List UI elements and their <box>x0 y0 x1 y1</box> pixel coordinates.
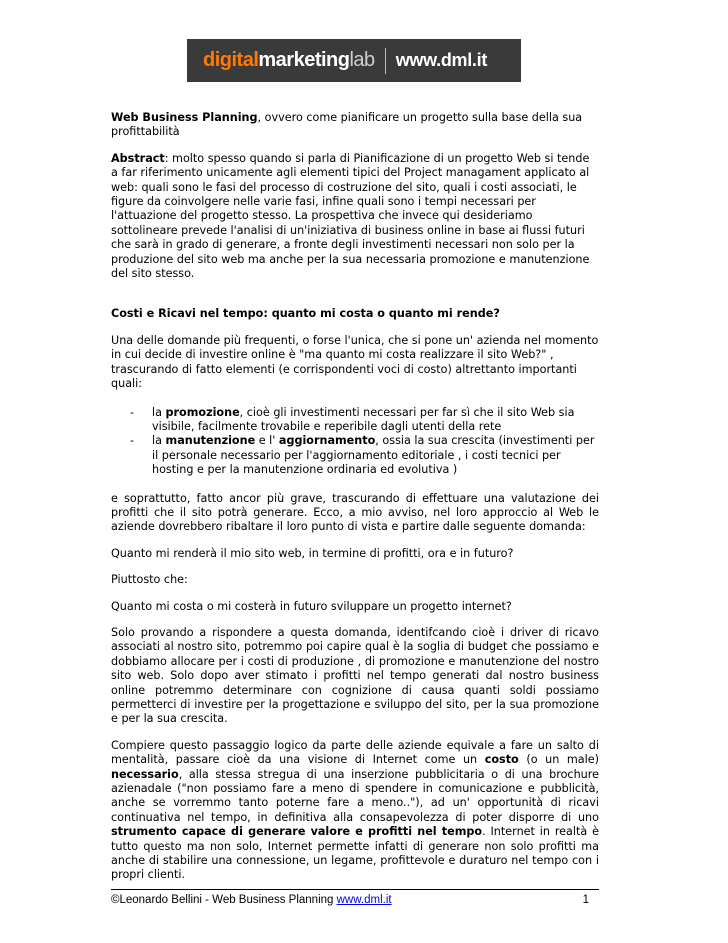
text-run: (o un male) <box>518 753 600 767</box>
question-profits: Quanto mi renderà il mio sito web, in termine di profitti, ora e in futuro? <box>111 546 514 560</box>
list-dash: - <box>130 405 135 419</box>
list-item-pre: la <box>152 405 166 419</box>
list-item-bold: aggiornamento <box>278 434 376 448</box>
paragraph-after-list: e soprattutto, fatto ancor più grave, trascurando di effettuare una valutazione dei profitti che il sito potrà generare. Ecco, a mio avviso, nel loro approccio al Web le aziende dovrebbero ribaltare il loro punto di vista e partire dalle seguente domanda: <box>111 491 599 534</box>
question-costs: Quanto mi costa o mi costerà in futuro sviluppare un progetto internet? <box>111 599 512 613</box>
list-item <box>111 406 599 435</box>
list-item-text: , cioè gli investimenti necessari per far sì che il sito Web sia visibile, facilmente trovabile e reperibile dagli utenti della rete <box>152 405 575 433</box>
logo-url: www.dml.it <box>395 50 488 70</box>
paragraph-rather: Piuttosto che: <box>111 573 188 587</box>
text-run: Compiere questo passaggio logico da parte delle aziende equivale a fare un salto di mentalità, passare cioè da una visione di Internet come un <box>111 738 599 767</box>
bold-run: strumento capace di generare valore e profitti nel tempo <box>111 825 483 839</box>
intro-paragraph: Una delle domande più frequenti, o forse l'unica, che si pone un' azienda nel momento in cui decide di investire online è "ma quanto mi costa realizzare il sito Web?" , trascurando di fatto elementi (e corrispondenti voci di costo) altrettanto importanti quali: <box>111 333 599 391</box>
list-item-pre: la <box>152 434 166 448</box>
bold-run: necessario <box>111 767 179 781</box>
paragraph-solo: Solo provando a rispondere a questa domanda, identifcando cioè i driver di ricavo associati al nostro sito, potremmo poi capire qual è la soglia di budget che possiamo e dobbiamo allocare per i costi di produzione , di promozione e manutenzione del nostro sito web. Solo dopo aver stimato i profitti nel tempo generati dal nostro business online potremmo determinare con cognizione di causa quanti soldi possiamo permetterci di investire per la progettazione e sviluppo del sito, per la sua promozione e per la sua crescita. <box>111 625 599 726</box>
list-item-bold: promozione <box>165 405 240 419</box>
document-body <box>111 111 599 883</box>
abstract-text: : molto spesso quando si parla di Pianificazione di un progetto Web si tende a far riferimento unicamente agli elementi tipici del Project managament applicato al web: quali sono le fasi del processo di costruzione del sito, quali i costi associati, le figure da coinvolgere nelle varie fasi, infine quali sono i tempi necessari per l'attuazione del progetto stesso. La prospettiva che invece qui desideriamo sottolineare prevede l'analisi di un'iniziativa di business online in base ai flussi futuri che sarà in grado di generare, a fronte degli investimenti necessari non solo per la produzione del sito web ma anche per la sua necessaria promozione e manutenzione del sito stesso. <box>111 151 590 281</box>
footer-credit <box>111 893 392 907</box>
logo-banner <box>187 39 521 82</box>
page-number: 1 <box>582 894 589 906</box>
list-item-text: e l' <box>255 434 279 448</box>
footer-link[interactable]: www.dml.it <box>336 894 392 906</box>
list-item-text: , ossia la sua crescita (investimenti per il personale necessario per l'aggiornamento editoriale , i costi tecnici per hosting e per la manutenzione ordinaria ed evolutiva ) <box>152 434 595 477</box>
logo-word-lab: lab <box>349 49 375 71</box>
list-item-bold: manutenzione <box>165 434 256 448</box>
section-heading: Costi e Ricavi nel tempo: quanto mi costa o quanto mi rende? <box>111 307 500 321</box>
page-footer <box>111 889 599 907</box>
text-run: , alla stessa stregua di una inserzione pubblicitaria o di una brochure azienadale ("non possiamo fare a meno di spendere in comunicazione e pubblicità, anche se vorremmo tanto poterne fare a meno.."), ad un' opportunità di ricavi continuativa nel tempo, in definitiva alla consapevolezza di poter disporre di uno <box>111 767 599 824</box>
paragraph-final <box>111 739 599 883</box>
logo-word-digital: digital <box>203 49 259 71</box>
cost-items-list <box>111 406 599 478</box>
bold-run: costo <box>484 753 519 767</box>
abstract-label: Abstract <box>111 151 165 165</box>
logo-divider <box>385 48 386 74</box>
footer-text: ©Leonardo Bellini - Web Business Planning <box>111 894 337 906</box>
list-dash: - <box>130 434 135 448</box>
title-bold: Web Business Planning <box>111 111 258 124</box>
list-item <box>111 434 599 477</box>
title-rest: , ovvero come pianificare un progetto sulla base della sua profittabilità <box>111 111 583 139</box>
abstract-paragraph <box>111 152 599 282</box>
text-run: . Internet in realtà è tutto questo ma non solo, Internet permette infatti di generare non solo profitti ma anche di stabilire una connessione, un legame, profittevole e duraturo nel tempo con i propri clienti. <box>111 825 599 882</box>
document-title <box>111 111 599 140</box>
logo-word-marketing: marketing <box>258 49 350 71</box>
